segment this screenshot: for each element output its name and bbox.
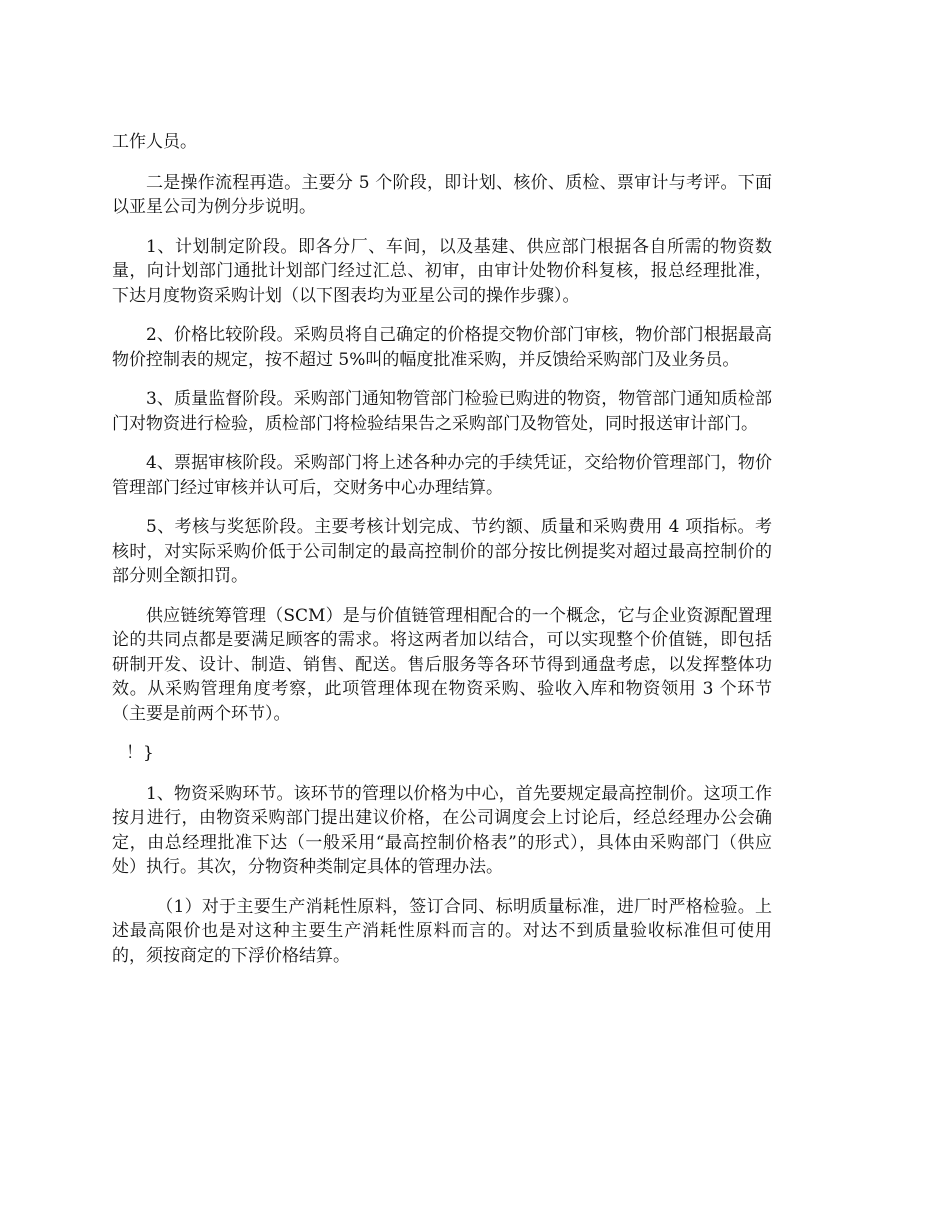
paragraph-process-reengineering: 二是操作流程再造。主要分 5 个阶段，即计划、核价、质检、票审计与考评。下面以亚星公司为例分步说明。: [112, 172, 772, 217]
paragraph-scm: 供应链统筹管理（SCM）是与价值链管理相配合的一个概念，它与企业资源配置理论的共同点都是要满足顾客的需求。将这两者加以结合，可以实现整个价值链，即包括研制开发、设计、制造、销售、配送。售后服务等各环节得到通盘考虑，以发挥整体功效。从采购管理角度考察，此项管理体现在物资采购、验收入库和物资领用 3 个环节（主要是前两个环节）。: [112, 605, 772, 724]
paragraph-fragment: ！}: [126, 743, 154, 763]
paragraph-raw-materials: （1）对于主要生产消耗性原料，签订合同、标明质量标准，进厂时严格检验。上述最高限价也是对这种主要生产消耗性原料而言的。对达不到质量验收标准但可使用的，须按商定的下浮价格结算。: [112, 896, 772, 966]
paragraph-continuation: 工作人员。: [112, 132, 197, 152]
paragraph-procurement-link: 1、物资采购环节。该环节的管理以价格为中心，首先要规定最高控制价。这项工作按月进行，由物资采购部门提出建议价格，在公司调度会上讨论后，经总经理办公会确定，由总经理批准下达（一般采用“最高控制价格表”的形式），具体由采购部门（供应处）执行。其次，分物资种类制定具体的管理办法。: [112, 783, 772, 877]
document-body: [112, 130, 772, 983]
paragraph-stage-4-invoice-audit: 4、票据审核阶段。采购部门将上述各种办完的手续凭证，交给物价管理部门，物价管理部门经过审核并认可后，交财务中心办理结算。: [112, 453, 772, 498]
paragraph-stage-1-planning: 1、计划制定阶段。即各分厂、车间，以及基建、供应部门根据各自所需的物资数量，向计划部门通批计划部门经过汇总、初审，由审计处物价科复核，报总经理批准，下达月度物资采购计划（以下图表均为亚星公司的操作步骤）。: [112, 236, 772, 306]
paragraph-stage-5-assessment: 5、考核与奖惩阶段。主要考核计划完成、节约额、质量和采购费用 4 项指标。考核时，对实际采购价低于公司制定的最高控制价的部分按比例提奖对超过最高控制价的部分则全额扣罚。: [112, 517, 772, 586]
paragraph-stage-2-price-comparison: 2、价格比较阶段。采购员将自己确定的价格提交物价部门审核，物价部门根据最高物价控制表的规定，按不超过 5%叫的幅度批准采购，并反馈给采购部门及业务员。: [112, 325, 772, 370]
paragraph-stage-3-quality-supervision: 3、质量监督阶段。采购部门通知物管部门检验已购进的物资，物管部门通知质检部门对物资进行检验，质检部门将检验结果告之采购部门及物管处，同时报送审计部门。: [112, 389, 772, 434]
